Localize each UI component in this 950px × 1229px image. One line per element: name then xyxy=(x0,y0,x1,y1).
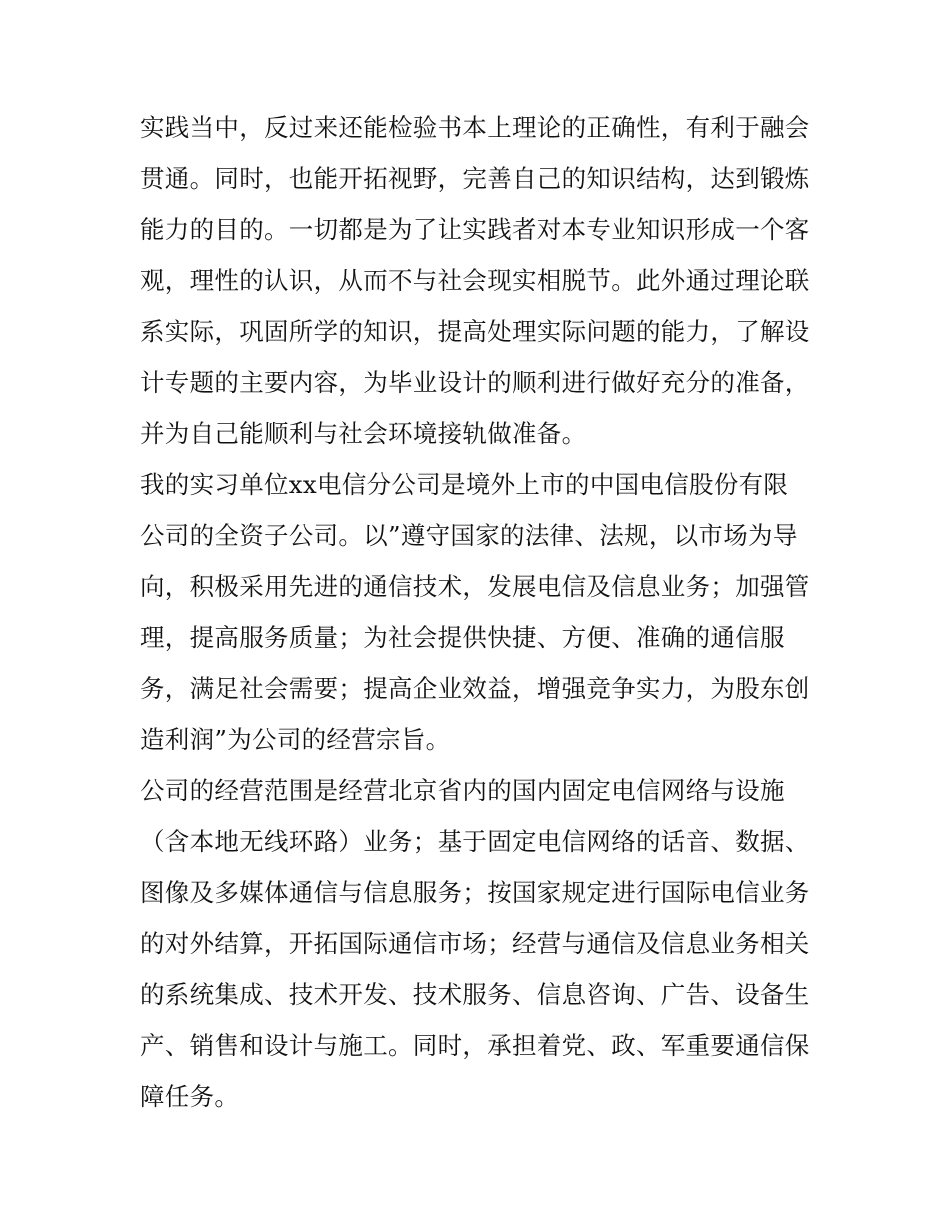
text-line: 向，积极采用先进的通信技术，发展电信及信息业务；加强管 xyxy=(140,572,810,601)
text-line: 理，提高服务质量；为社会提供快捷、方便、准确的通信服 xyxy=(140,623,785,652)
text-line: 计专题的主要内容，为毕业设计的顺利进行做好充分的准备， xyxy=(140,368,810,397)
text-line: 我的实习单位xx电信分公司是境外上市的中国电信股份有限 xyxy=(140,470,789,499)
text-line: 系实际，巩固所学的知识，提高处理实际问题的能力，了解设 xyxy=(140,317,810,346)
text-line: 观，理性的认识，从而不与社会现实相脱节。此外通过理论联 xyxy=(140,266,810,295)
text-line: 能力的目的。一切都是为了让实践者对本专业知识形成一个客 xyxy=(140,215,810,244)
text-line: 产、销售和设计与施工。同时，承担着党、政、军重要通信保 xyxy=(140,1031,810,1060)
paragraph-3 xyxy=(140,765,830,1122)
text-line: 公司的经营范围是经营北京省内的国内固定电信网络与设施 xyxy=(140,776,785,805)
text-line: 的系统集成、技术开发、技术服务、信息咨询、广告、设备生 xyxy=(140,980,810,1009)
text-line: （含本地无线环路）业务；基于固定电信网络的话音、数据、 xyxy=(140,827,810,856)
text-line: 实践当中，反过来还能检验书本上理论的正确性，有利于融会 xyxy=(140,113,810,142)
text-line: 图像及多媒体通信与信息服务；按国家规定进行国际电信业务 xyxy=(140,878,810,907)
text-line: 贯通。同时，也能开拓视野，完善自己的知识结构，达到锻炼 xyxy=(140,164,810,193)
text-line: 的对外结算，开拓国际通信市场；经营与通信及信息业务相关 xyxy=(140,929,810,958)
text-line: 造利润”为公司的经营宗旨。 xyxy=(140,725,451,754)
text-line: 务，满足社会需要；提高企业效益，增强竞争实力，为股东创 xyxy=(140,674,810,703)
text-line: 公司的全资子公司。以”遵守国家的法律、法规，以市场为导 xyxy=(140,521,798,550)
paragraph-1 xyxy=(140,102,830,459)
text-line: 并为自己能顺利与社会环境接轨做准备。 xyxy=(140,419,587,448)
document-body xyxy=(140,102,830,1122)
paragraph-2 xyxy=(140,459,830,765)
text-line: 障任务。 xyxy=(140,1082,240,1111)
